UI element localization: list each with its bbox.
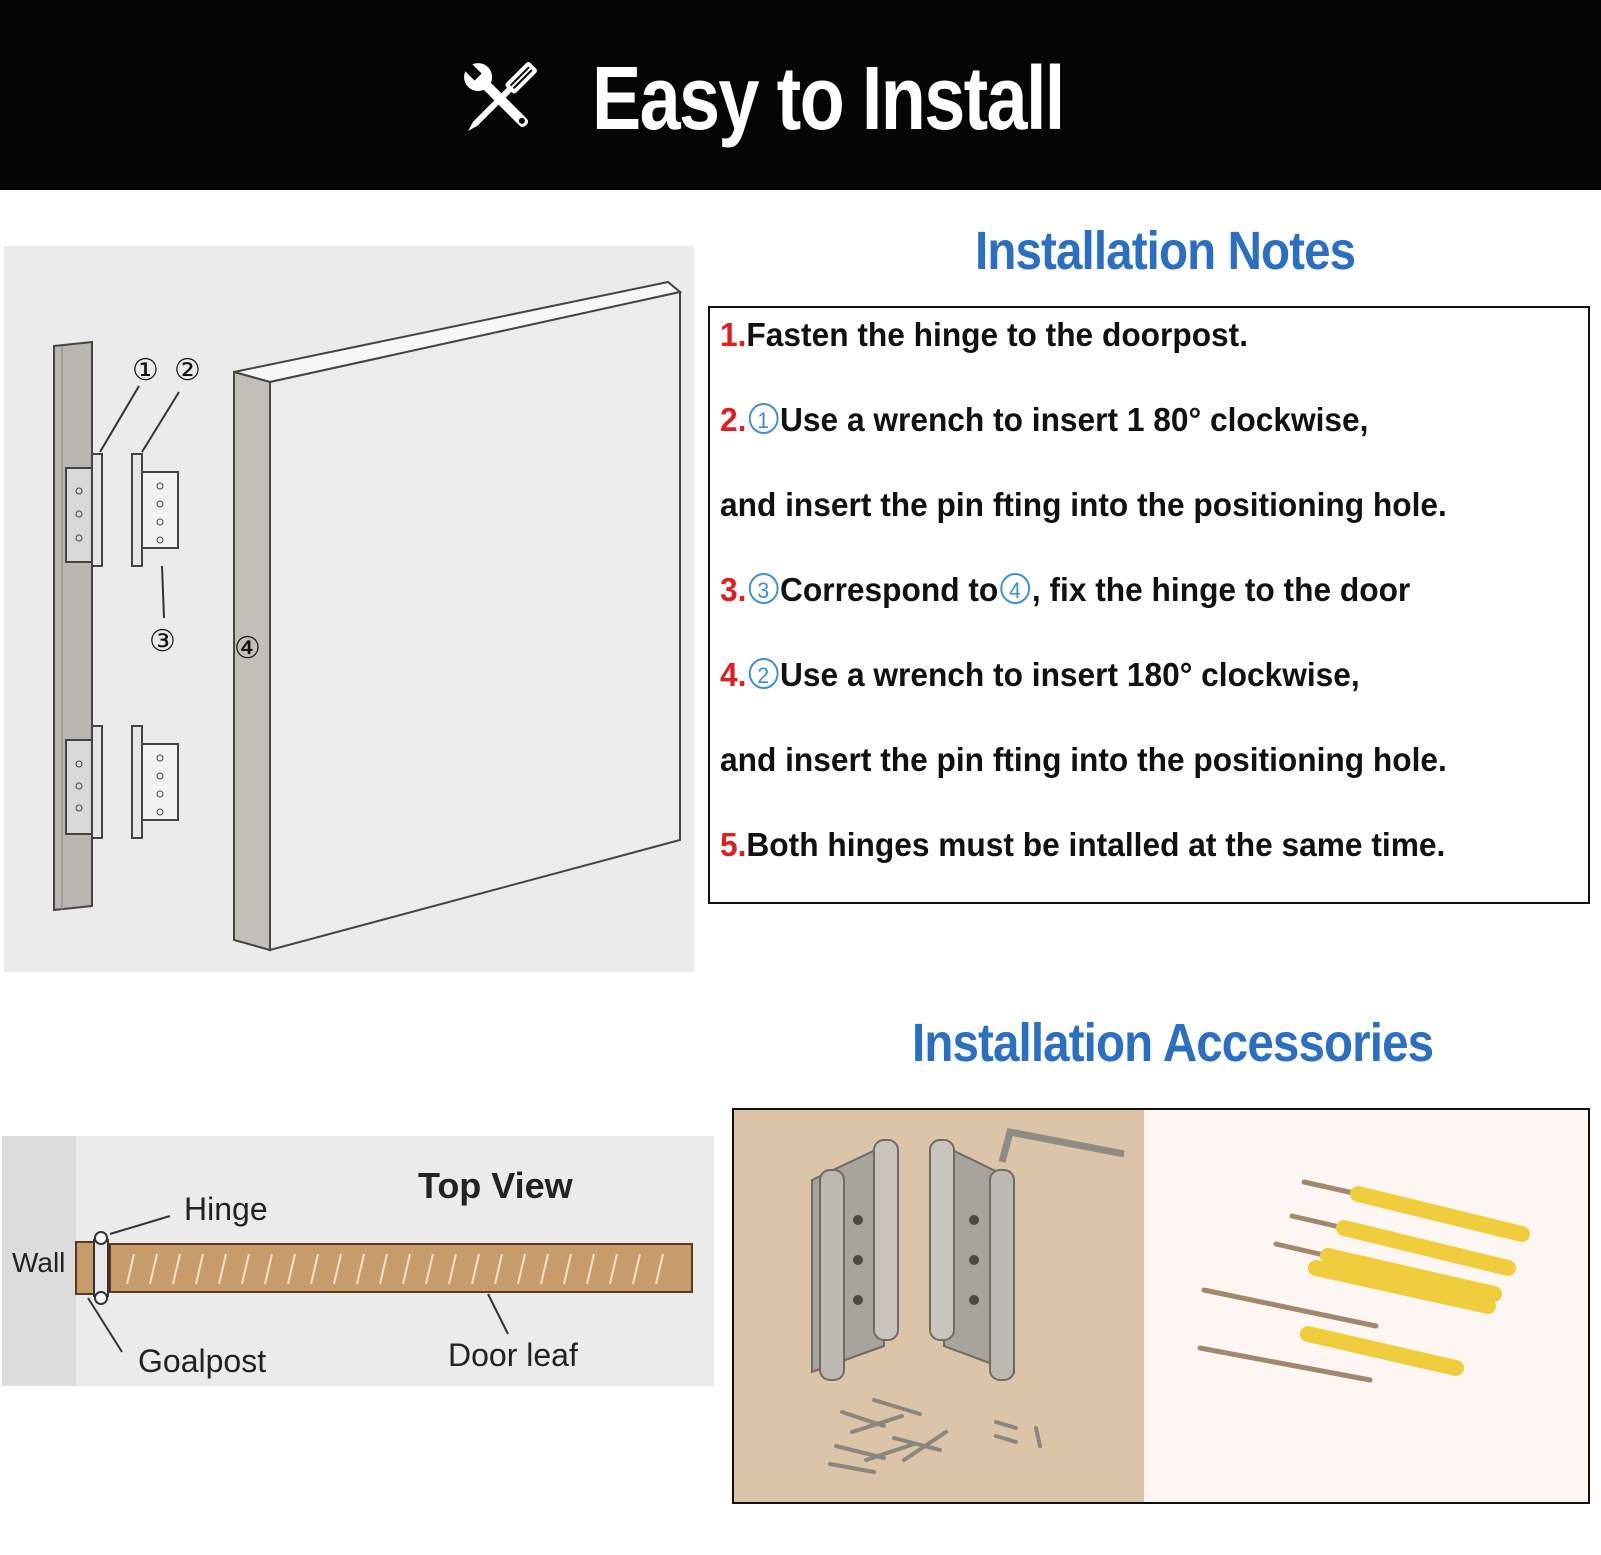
- header-banner: [0, 0, 1601, 190]
- note-number: 4.: [720, 656, 747, 693]
- note-text: Use a wrench to insert 180° clockwise,: [780, 656, 1360, 693]
- note-line-1: [720, 316, 1248, 354]
- top-view-diagram: [2, 1136, 714, 1386]
- note-text: and insert the pin fting into the positioning hole.: [720, 486, 1447, 523]
- note-text: and insert the pin fting into the positioning hole.: [720, 741, 1447, 778]
- circled-number-icon: 2: [748, 658, 778, 689]
- anchors-screws-photo: [1144, 1110, 1588, 1502]
- note-line-3: [720, 571, 1410, 609]
- circled-number-icon: 4: [1000, 573, 1030, 604]
- page-title: Easy to Install: [592, 49, 1064, 149]
- note-text: Use a wrench to insert 1 80° clockwise,: [780, 401, 1369, 438]
- wall-label: Wall: [12, 1247, 66, 1278]
- note-number: 2.: [720, 401, 747, 438]
- label-3: ③: [149, 624, 176, 659]
- note-line-2: [720, 401, 1368, 439]
- goalpost-label: Goalpost: [138, 1343, 267, 1379]
- top-view-illustration: [2, 1136, 714, 1386]
- note-text: Fasten the hinge to the doorpost.: [746, 316, 1249, 353]
- circled-number-icon: 1: [748, 403, 778, 434]
- note-text: Both hinges must be intalled at the same time.: [746, 826, 1446, 863]
- note-text: Correspond to: [780, 571, 999, 608]
- note-number: 3.: [720, 571, 747, 608]
- note-number: 5.: [720, 826, 747, 863]
- door-hinge-diagram: [4, 246, 694, 972]
- hinges-photo: [734, 1110, 1144, 1502]
- wall-anchor-screws-illustration: [1144, 1110, 1588, 1502]
- label-2: ②: [174, 353, 201, 388]
- label-1: ①: [132, 353, 159, 388]
- installation-notes-title: Installation Notes: [975, 221, 1356, 281]
- installation-notes-box: [708, 306, 1590, 904]
- note-line-5: [720, 826, 1445, 864]
- note-text: , fix the hinge to the door: [1031, 571, 1411, 608]
- installation-accessories-title: Installation Accessories: [912, 1013, 1434, 1073]
- door-hinge-illustration: [4, 246, 694, 972]
- hinge-label: Hinge: [184, 1191, 268, 1227]
- note-line-4: [720, 656, 1360, 694]
- circled-number-icon: 3: [748, 573, 778, 604]
- note-line-4b: [720, 741, 1447, 779]
- spring-hinge-pair-illustration: [734, 1110, 1144, 1502]
- label-4: ④: [234, 631, 261, 666]
- top-view-title: Top View: [418, 1165, 573, 1206]
- accessories-photo-box: [732, 1108, 1590, 1504]
- note-line-2b: [720, 486, 1447, 524]
- door-leaf-label: Door leaf: [448, 1337, 578, 1373]
- note-number: 1.: [720, 316, 747, 353]
- wrench-screwdriver-icon: [455, 54, 545, 144]
